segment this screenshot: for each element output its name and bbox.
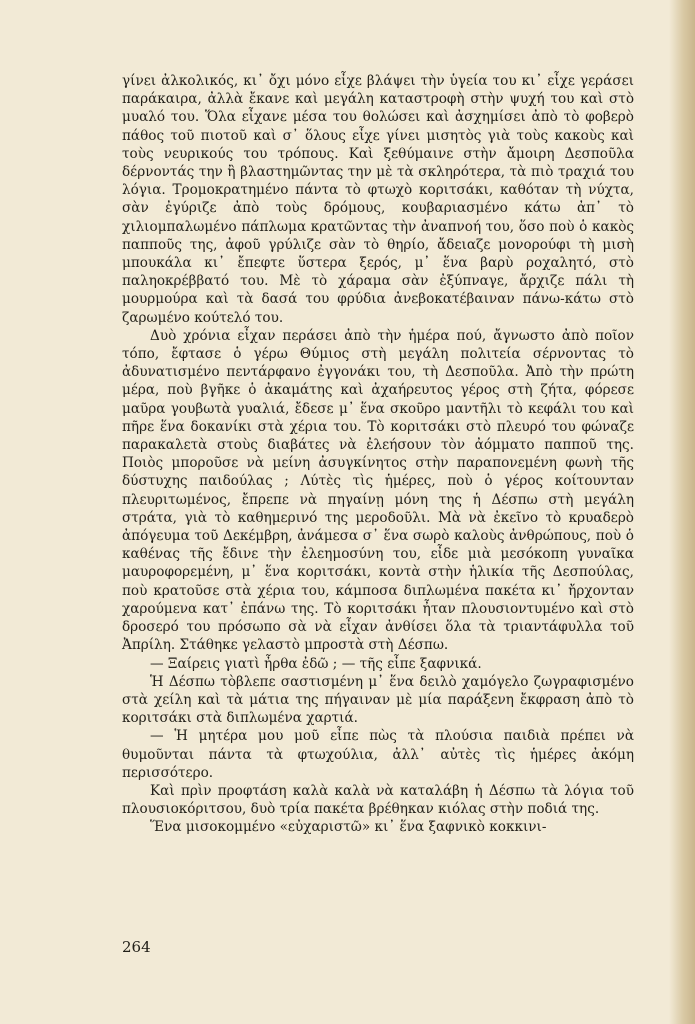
page-edge-shadow xyxy=(669,0,695,1024)
paragraph-5: — Ἡ μητέρα μου μοῦ εἶπε πὼς τὰ πλούσια παιδιὰ πρέπει νὰ θυμοῦνται πάντα τὰ φτωχούλια, ἀλλ᾽ αὐτὲς τὶς ἡμέρες ἀκόμη περισσότερο. xyxy=(122,728,634,781)
paragraph-7: Ἕνα μισοκομμένο «εὐχαριστῶ» κι᾽ ἕνα ξαφνικὸ κοκκινι- xyxy=(150,819,547,836)
paragraph-4: Ἡ Δέσπω τὸβλεπε σαστισμένη μ᾽ ἕνα δειλὸ χαμόγελο ζωγραφισμένο στὰ χείλη καὶ τὰ μάτια της πήγαιναν μὲ μία παράξενη ἔκφραση ἀπὸ τὸ κοριτσάκι στὰ διπλωμένα χαρτιά. xyxy=(122,673,634,727)
page-number: 264 xyxy=(122,938,151,956)
paragraph-6: Καὶ πρὶν προφτάση καλὰ καλὰ νὰ καταλάβη ἡ Δέσπω τὰ λόγια τοῦ πλουσιοκόριτσου, δυὸ τρία πακέτα βρέθηκαν κιόλας στὴν ποδιά της. xyxy=(122,782,634,818)
body-text xyxy=(122,72,634,837)
paragraph-1: γίνει ἀλκολικός, κι᾽ ὄχι μόνο εἶχε βλάψει τὴν ὑγεία του κι᾽ εἶχε γεράσει παράκαιρα, ἀλλὰ ἔκανε καὶ μεγάλη καταστροφὴ στὴν ψυχή του καὶ στὸ μυαλό του. Ὅλα εἶχανε μέσα του θολώσει καὶ ἀσχημίσει ἀπὸ τὸ φοβερὸ πάθος τοῦ πιοτοῦ καὶ σ᾽ ὅλους εἶχε γίνει μισητὸς γιὰ τοὺς κακοὺς καὶ τοὺς νευρικούς του τρόπους. Καὶ ξεθύμαινε στὴν ἄμοιρη Δεσποῦλα δέρνοντάς την ἢ βλαστημῶντας την μὲ τὰ σκληρότερα, τὰ πιὸ τραχιά του λόγια. Τρομοκρατημένο πάντα τὸ φτωχὸ κοριτσάκι, καθόταν τὴ νύχτα, σὰν ἐγύριζε ἀπὸ τοὺς δρόμους, κουβαριασμένο κάτω ἀπ᾽ τὸ χιλιομπαλωμένο πάπλωμα κρατῶντας τὴν ἀναπνοή του, ὅσο ποὺ ὁ κακὸς παπποῦς της, ἀφοῦ γρύλιζε σὰν τὸ θηρίο, ἄδειαζε μονορούφι τὴ μισὴ μπουκάλα κι᾽ ἔπεφτε ὕστερα ξερός, μ᾽ ἕνα βαρὺ ροχαλητό, στὸ παληοκρέββατό του. Μὲ τὸ χάραμα σὰν ἐξύπναγε, ἄρχιζε πάλι τὴ μουρμούρα καὶ τὰ δασά του φρύδια ἀνεβοκατέβαιναν πάνω-κάτω στὸ ζαρωμένο κούτελό του. xyxy=(122,73,634,326)
paragraph-3: — Ξαίρεις γιατὶ ἦρθα ἐδῶ ; — τῆς εἶπε ξαφνικά. xyxy=(150,655,482,672)
paragraph-2: Δυὸ χρόνια εἶχαν περάσει ἀπὸ τὴν ἡμέρα πού, ἄγνωστο ἀπὸ ποῖον τόπο, ἔφτασε ὁ γέρω Θύμιος στὴ μεγάλη πολιτεία σέρνοντας τὸ ἀδυνατισμένο πεντάρφανο ἐγγονάκι του, τὴ Δεσποῦλα. Ἀπὸ τὴν πρώτη μέρα, ποὺ βγῆκε ὁ ἀκαμάτης καὶ ἀχαήρευτος γέρος στὴ ζήτα, φόρεσε μαῦρα γουβωτὰ γυαλιά, ἔδεσε μ᾽ ἕνα σκοῦρο μαντῆλι τὸ κεφάλι του καὶ πῆρε ἕνα δοκανίκι στὰ χέρια του. Τὸ κοριτσάκι στὸ πλευρό του φώναζε παρακαλετὰ στοὺς διαβάτες νὰ ἐλεήσουν τὸν ἀόμματο παπποῦ της. Ποιὸς μποροῦσε νὰ μείνη ἀσυγκίνητος στὴν παραπονεμένη φωνὴ τῆς δύστυχης παιδούλας ; Λύτὲς τὶς ἡμέρες, ποὺ ὁ γέρος κοίτουνταν πλευριτωμένος, ἔπρεπε νὰ πηγαίνῃ μόνη της ἡ Δέσπω στὴ μεγάλη στράτα, γιὰ τὸ καθημερινό της μεροδοῦλι. Μὰ νὰ ἐκεῖνο τὸ κρυαδερὸ ἀπόγευμα τοῦ Δεκέμβρη, ἀνάμεσα σ᾽ ἕνα σωρὸ καλοὺς ἀνθρώπους, ποὺ ὁ καθένας τῆς ἔδινε τὴν ἐλεημοσύνη του, εἶδε μιὰ μεσόκοπη γυναῖκα μαυροφορεμένη, μ᾽ ἕνα κοριτσάκι, κοντὰ στὴν ἡλικία τῆς Δεσπούλας, ποὺ κρατοῦσε στὰ χέρια του, κάμποσα διπλωμένα πακέτα κι᾽ ἤρχονταν χαρούμενα κατ᾽ ἐπάνω της. Τὸ κοριτσάκι ἦταν πλουσιοντυμένο καὶ στὸ δροσερό του πρόσωπο σὰ νὰ εἶχαν ἀνθίσει ὅλα τὰ τριαντάφυλλα τοῦ Ἀπρίλη. Στάθηκε γελαστὸ μπροστὰ στὴ Δέσπω. xyxy=(122,327,634,654)
